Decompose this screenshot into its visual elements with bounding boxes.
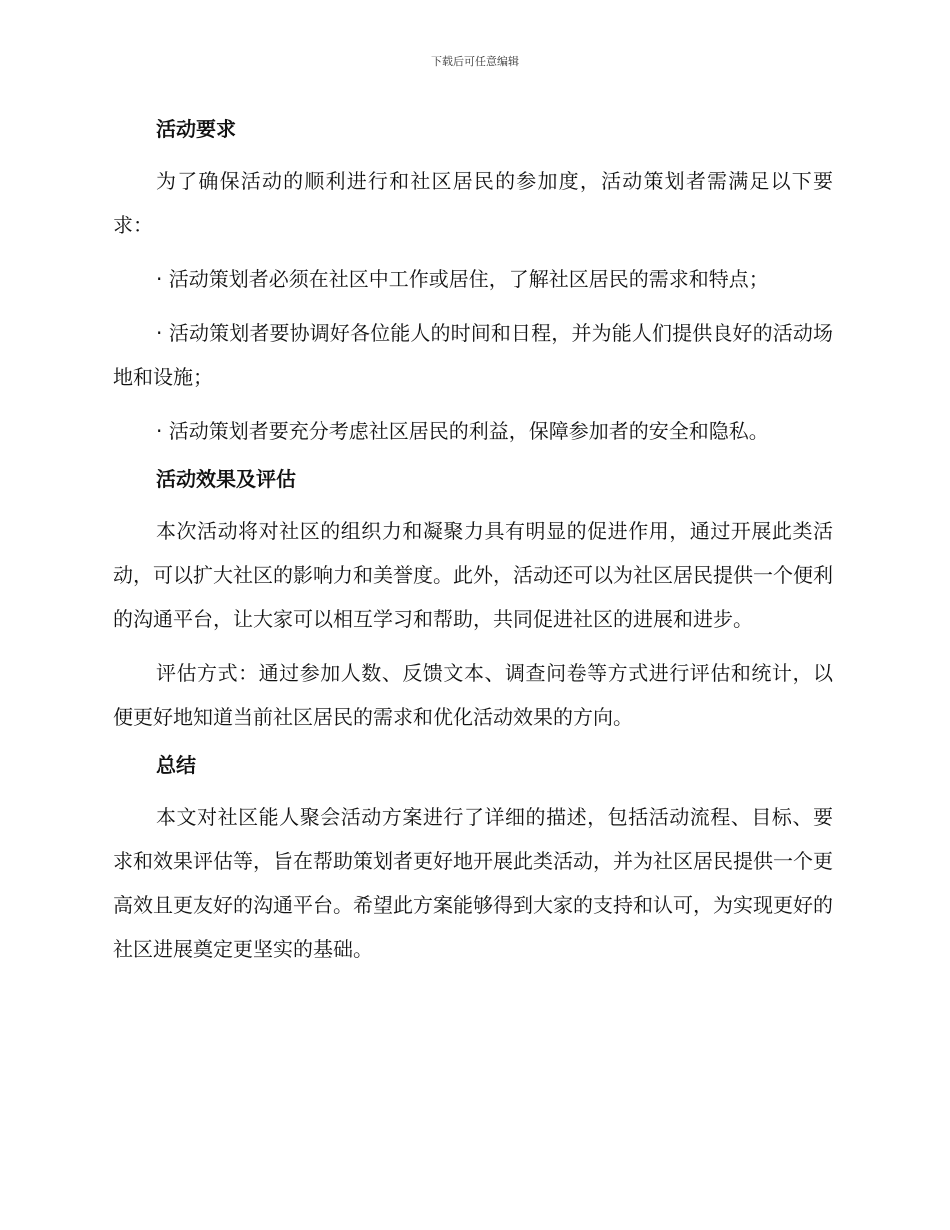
list-item: · 活动策划者必须在社区中工作或居住，了解社区居民的需求和特点； xyxy=(156,267,769,291)
page-header: 下载后可任意编辑 xyxy=(431,55,519,68)
section-heading-summary: 总结 xyxy=(156,753,196,777)
paragraph: 评估方式：通过参加人数、反馈文本、调查问卷等方式进行评估和统计，以便更好地知道当前社区居民的需求和优化活动效果的方向。 xyxy=(113,661,833,729)
document-body xyxy=(113,112,833,971)
list-item: · 活动策划者要协调好各位能人的时间和日程，并为能人们提供良好的活动场地和设施； xyxy=(113,321,833,389)
list-item: · 活动策划者要充分考虑社区居民的利益，保障参加者的安全和隐私。 xyxy=(156,419,769,443)
paragraph: 本次活动将对社区的组织力和凝聚力具有明显的促进作用，通过开展此类活动，可以扩大社区的影响力和美誉度。此外，活动还可以为社区居民提供一个便利的沟通平台，让大家可以相互学习和帮助，共同促进社区的进展和进步。 xyxy=(113,519,833,631)
paragraph: 本文对社区能人聚会活动方案进行了详细的描述，包括活动流程、目标、要求和效果评估等，旨在帮助策划者更好地开展此类活动，并为社区居民提供一个更高效且更友好的沟通平台。希望此方案能够得到大家的支持和认可，为实现更好的社区进展奠定更坚实的基础。 xyxy=(113,805,833,961)
section-heading-evaluation: 活动效果及评估 xyxy=(156,467,296,491)
section-heading-requirements: 活动要求 xyxy=(156,117,236,141)
paragraph: 为了确保活动的顺利进行和社区居民的参加度，活动策划者需满足以下要求： xyxy=(113,169,833,237)
